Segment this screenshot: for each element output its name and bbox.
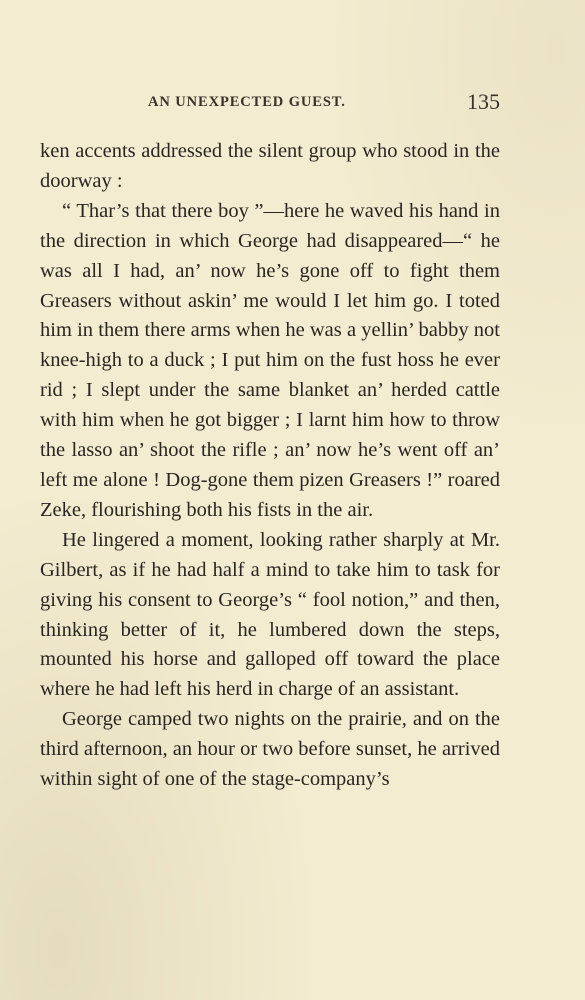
paragraph-continuation: ken accents addressed the silent group who stood in the doorway : bbox=[40, 140, 500, 192]
running-head: AN UNEXPECTED GUEST. bbox=[148, 94, 346, 110]
paragraph-zeke-speech: “ Thar’s that there boy ”—here he waved his hand in the direction in which George had disappeared—“ he was all I had, an’ now he’s gone off to fight them Greasers without askin’ me would I let him go. I toted him in them there arms when he was a yellin’ babby not knee-high to a duck ; I put him on the fust hoss he ever rid ; I slept under the same blanket an’ herded cattle with him when he got bigger ; I larnt him how to throw the lasso an’ shoot the rifle ; an’ now he’s went off an’ left me alone ! Dog-gone them pizen Greasers !” roared Zeke, flourishing both his fists in the air. bbox=[40, 199, 500, 521]
paragraph-george-camped: George camped two nights on the prairie, and on the third afternoon, an hour or two before sunset, he arrived within sight of one of the stage-company’s bbox=[40, 708, 500, 791]
body-text bbox=[40, 137, 500, 795]
page-number: 135 bbox=[467, 89, 500, 114]
paragraph-lingered: He lingered a moment, looking rather sharply at Mr. Gilbert, as if he had half a mind to take him to task for giving his consent to George’s “ fool notion,” and then, thinking better of it, he lumbered down the steps, mounted his horse and galloped off toward the place where he had left his herd in charge of an assistant. bbox=[40, 528, 500, 701]
page-header bbox=[40, 90, 500, 122]
